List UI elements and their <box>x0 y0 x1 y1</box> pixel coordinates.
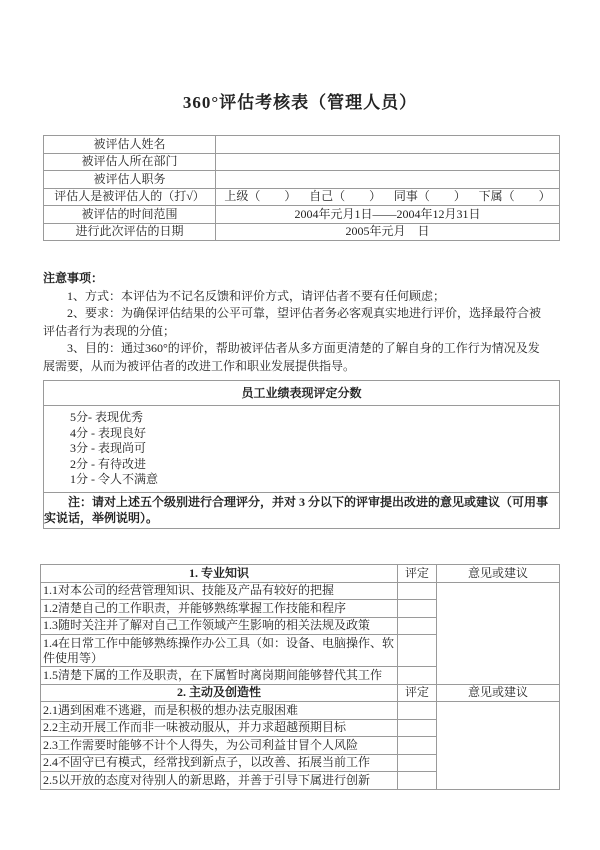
relation-self[interactable]: 自己（ ） <box>309 189 382 204</box>
comment-header: 意见或建议 <box>437 684 560 702</box>
criterion: 1.2清楚自己的工作职责，并能够熟练掌握工作技能和程序 <box>41 600 398 618</box>
relation-subordinate[interactable]: 下属（ ） <box>478 189 551 204</box>
evaluation-table <box>40 564 560 790</box>
criterion: 1.4在日常工作中能够熟练操作办公工具（如：设备、电脑操作、软件使用等） <box>41 635 398 667</box>
relation-options <box>216 188 560 206</box>
comment-cell[interactable] <box>437 702 560 790</box>
department-label: 被评估人所在部门 <box>44 153 216 171</box>
criterion: 2.3工作需要时能够不计个人得失，为公司利益甘冒个人风险 <box>41 737 398 755</box>
note-item: 3、目的：通过360°的评价，帮助被评估者从多方面更清楚的了解自身的工作行为情况及发展需要，从而为被评估者的改进工作和职业发展提供指导。 <box>43 341 540 373</box>
rating-cell[interactable] <box>398 737 437 755</box>
relation-superior[interactable]: 上级（ ） <box>224 189 297 204</box>
criterion: 1.3随时关注并了解对自己工作领域产生影响的相关法规及政策 <box>41 617 398 635</box>
date-label: 进行此次评估的日期 <box>44 223 216 241</box>
score-legend-box <box>43 380 560 529</box>
date-value[interactable]: 2005年元月 日 <box>216 223 560 241</box>
rating-header: 评定 <box>398 684 437 702</box>
score-level: 1分 - 令人不满意 <box>70 472 158 486</box>
rating-cell[interactable] <box>398 754 437 772</box>
position-field[interactable] <box>216 171 560 189</box>
rating-cell[interactable] <box>398 635 437 667</box>
relation-label: 评估人是被评估人的（打√） <box>44 188 216 206</box>
comment-header: 意见或建议 <box>437 565 560 583</box>
section-title: 1. 专业知识 <box>41 565 398 583</box>
rating-header: 评定 <box>398 565 437 583</box>
rating-cell[interactable] <box>398 617 437 635</box>
score-level: 3分 - 表现尚可 <box>70 441 146 455</box>
criterion: 2.5以开放的态度对待别人的新思路，并善于引导下属进行创新 <box>41 772 398 790</box>
score-level: 4分 - 表现良好 <box>70 425 146 440</box>
rating-cell[interactable] <box>398 702 437 720</box>
score-note: 注：请对上述五个级别进行合理评分，并对 3 分以下的评审提出改进的意见或建议（可用事实说话，举例说明）。 <box>44 494 549 525</box>
rating-cell[interactable] <box>398 600 437 618</box>
criterion: 1.5清楚下属的工作及职责，在下属暂时离岗期间能够替代其工作 <box>41 667 398 685</box>
notes-section <box>43 270 548 375</box>
criterion: 2.2主动开展工作而非一味被动服从，并力求超越预期目标 <box>41 719 398 737</box>
page-title: 360°评估考核表（管理人员） <box>182 93 418 112</box>
period-label: 被评估的时间范围 <box>44 206 216 224</box>
criterion: 2.4不固守已有模式，经常找到新点子，以改善、拓展当前工作 <box>41 754 398 772</box>
relation-peer[interactable]: 同事（ ） <box>393 189 466 204</box>
period-value: 2004年元月1日——2004年12月31日 <box>216 206 560 224</box>
rating-cell[interactable] <box>398 772 437 790</box>
name-field[interactable] <box>216 136 560 154</box>
position-label: 被评估人职务 <box>44 171 216 189</box>
score-heading: 员工业绩表现评定分数 <box>44 381 559 406</box>
notes-heading: 注意事项： <box>43 271 104 285</box>
rating-cell[interactable] <box>398 719 437 737</box>
evaluee-info-table <box>43 135 560 241</box>
criterion: 1.1对本公司的经营管理知识、技能及产品有较好的把握 <box>41 582 398 600</box>
note-item: 2、要求：为确保评估结果的公平可靠，望评估者务必客观真实地进行评价，选择最符合被评估者行为表现的分值； <box>43 306 542 338</box>
criterion: 2.1遇到困难不逃避，而是积极的想办法克服困难 <box>41 702 398 720</box>
score-level: 5分- 表现优秀 <box>70 410 143 424</box>
name-label: 被评估人姓名 <box>44 136 216 154</box>
rating-cell[interactable] <box>398 582 437 600</box>
rating-cell[interactable] <box>398 667 437 685</box>
note-item: 1、方式：本评估为不记名反馈和评价方式，请评估者不要有任何顾虑； <box>67 288 446 303</box>
score-level: 2分 - 有待改进 <box>70 456 146 471</box>
section-title: 2. 主动及创造性 <box>41 684 398 702</box>
comment-cell[interactable] <box>437 582 560 684</box>
department-field[interactable] <box>216 153 560 171</box>
